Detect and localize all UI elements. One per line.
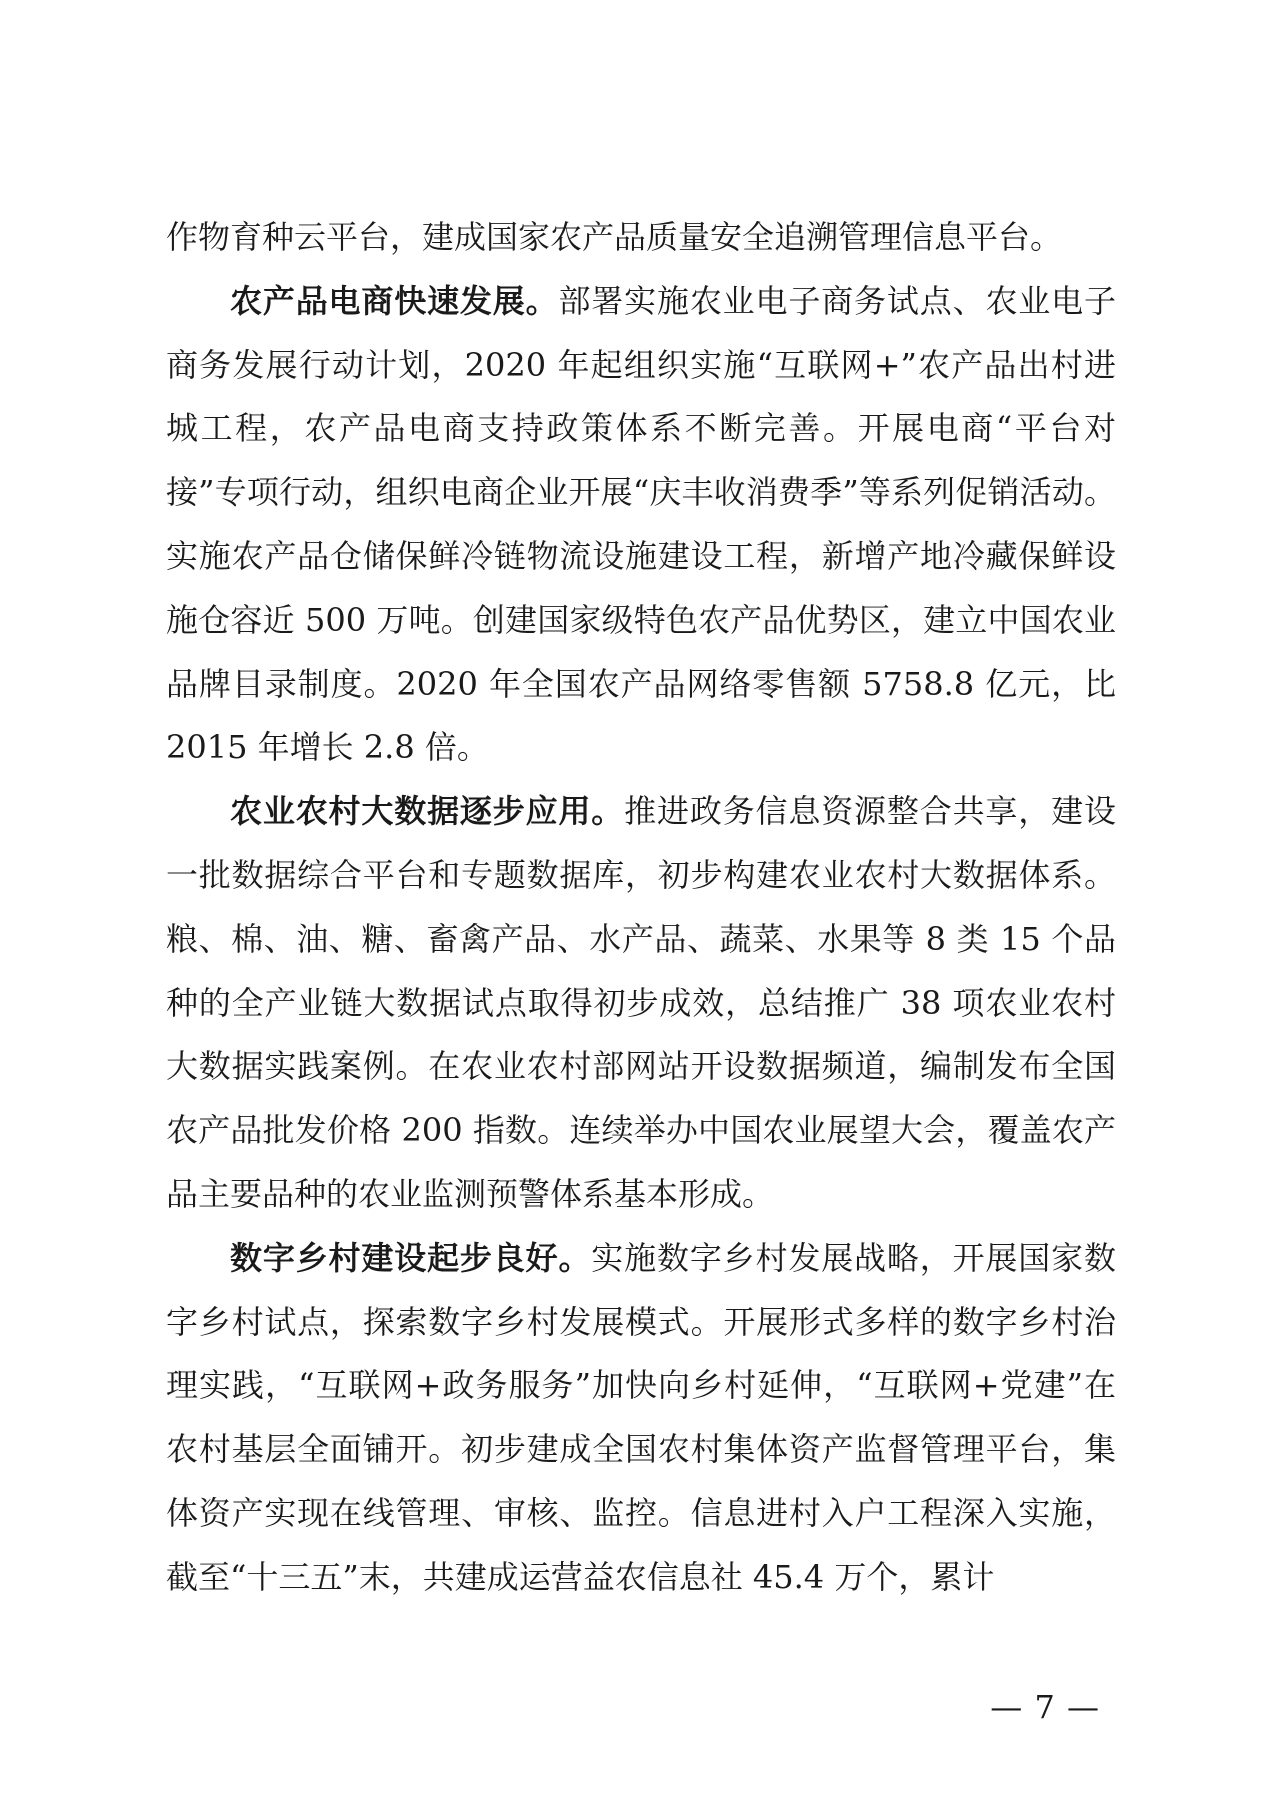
paragraph-4-lead: 数字乡村建设起步良好。 bbox=[230, 1238, 592, 1277]
paragraph-2-text: 部署实施农业电子商务试点、农业电子商务发展行动计划，2020 年起组织实施“互联网+”农产品出村进城工程，农产品电商支持政策体系不断完善。开展电商“平台对接”专项行动，组织电商企业开展“庆丰收消费季”等系列促销活动。实施农产品仓储保鲜冷链物流设施建设工程，新增产地冷藏保鲜设施仓容近 500 万吨。创建国家级特色农产品优势区，建立中国农业品牌目录制度。2020 年全国农产品网络零售额 5758.8 亿元，比 2015 年增长 2.8 倍。 bbox=[166, 281, 1116, 767]
paragraph-1-text: 作物育种云平台，建成国家农产品质量安全追溯管理信息平台。 bbox=[166, 218, 1063, 256]
document-body bbox=[166, 206, 1116, 1610]
paragraph-4-text: 实施数字乡村发展战略，开展国家数字乡村试点，探索数字乡村发展模式。开展形式多样的数字乡村治理实践，“互联网+政务服务”加快向乡村延伸，“互联网+党建”在农村基层全面铺开。初步建成全国农村集体资产监督管理平台，集体资产实现在线管理、审核、监控。信息进村入户工程深入实施，截至“十三五”末，共建成运营益农信息社 45.4 万个，累计 bbox=[166, 1238, 1116, 1596]
paragraph-3 bbox=[166, 780, 1116, 1227]
page-number: — 7 — bbox=[990, 1688, 1100, 1726]
paragraph-3-text: 推进政务信息资源整合共享，建设一批数据综合平台和专题数据库，初步构建农业农村大数据体系。粮、棉、油、糖、畜禽产品、水产品、蔬菜、水果等 8 类 15 个品种的全产业链大数据试点取得初步成效，总结推广 38 项农业农村大数据实践案例。在农业农村部网站开设数据频道，编制发布全国农产品批发价格 200 指数。连续举办中国农业展望大会，覆盖农产品主要品种的农业监测预警体系基本形成。 bbox=[166, 792, 1116, 1213]
paragraph-1 bbox=[166, 206, 1116, 270]
paragraph-3-lead: 农业农村大数据逐步应用。 bbox=[230, 792, 625, 831]
paragraph-2-lead: 农产品电商快速发展。 bbox=[230, 281, 559, 320]
paragraph-4 bbox=[166, 1227, 1116, 1610]
paragraph-2 bbox=[166, 270, 1116, 780]
